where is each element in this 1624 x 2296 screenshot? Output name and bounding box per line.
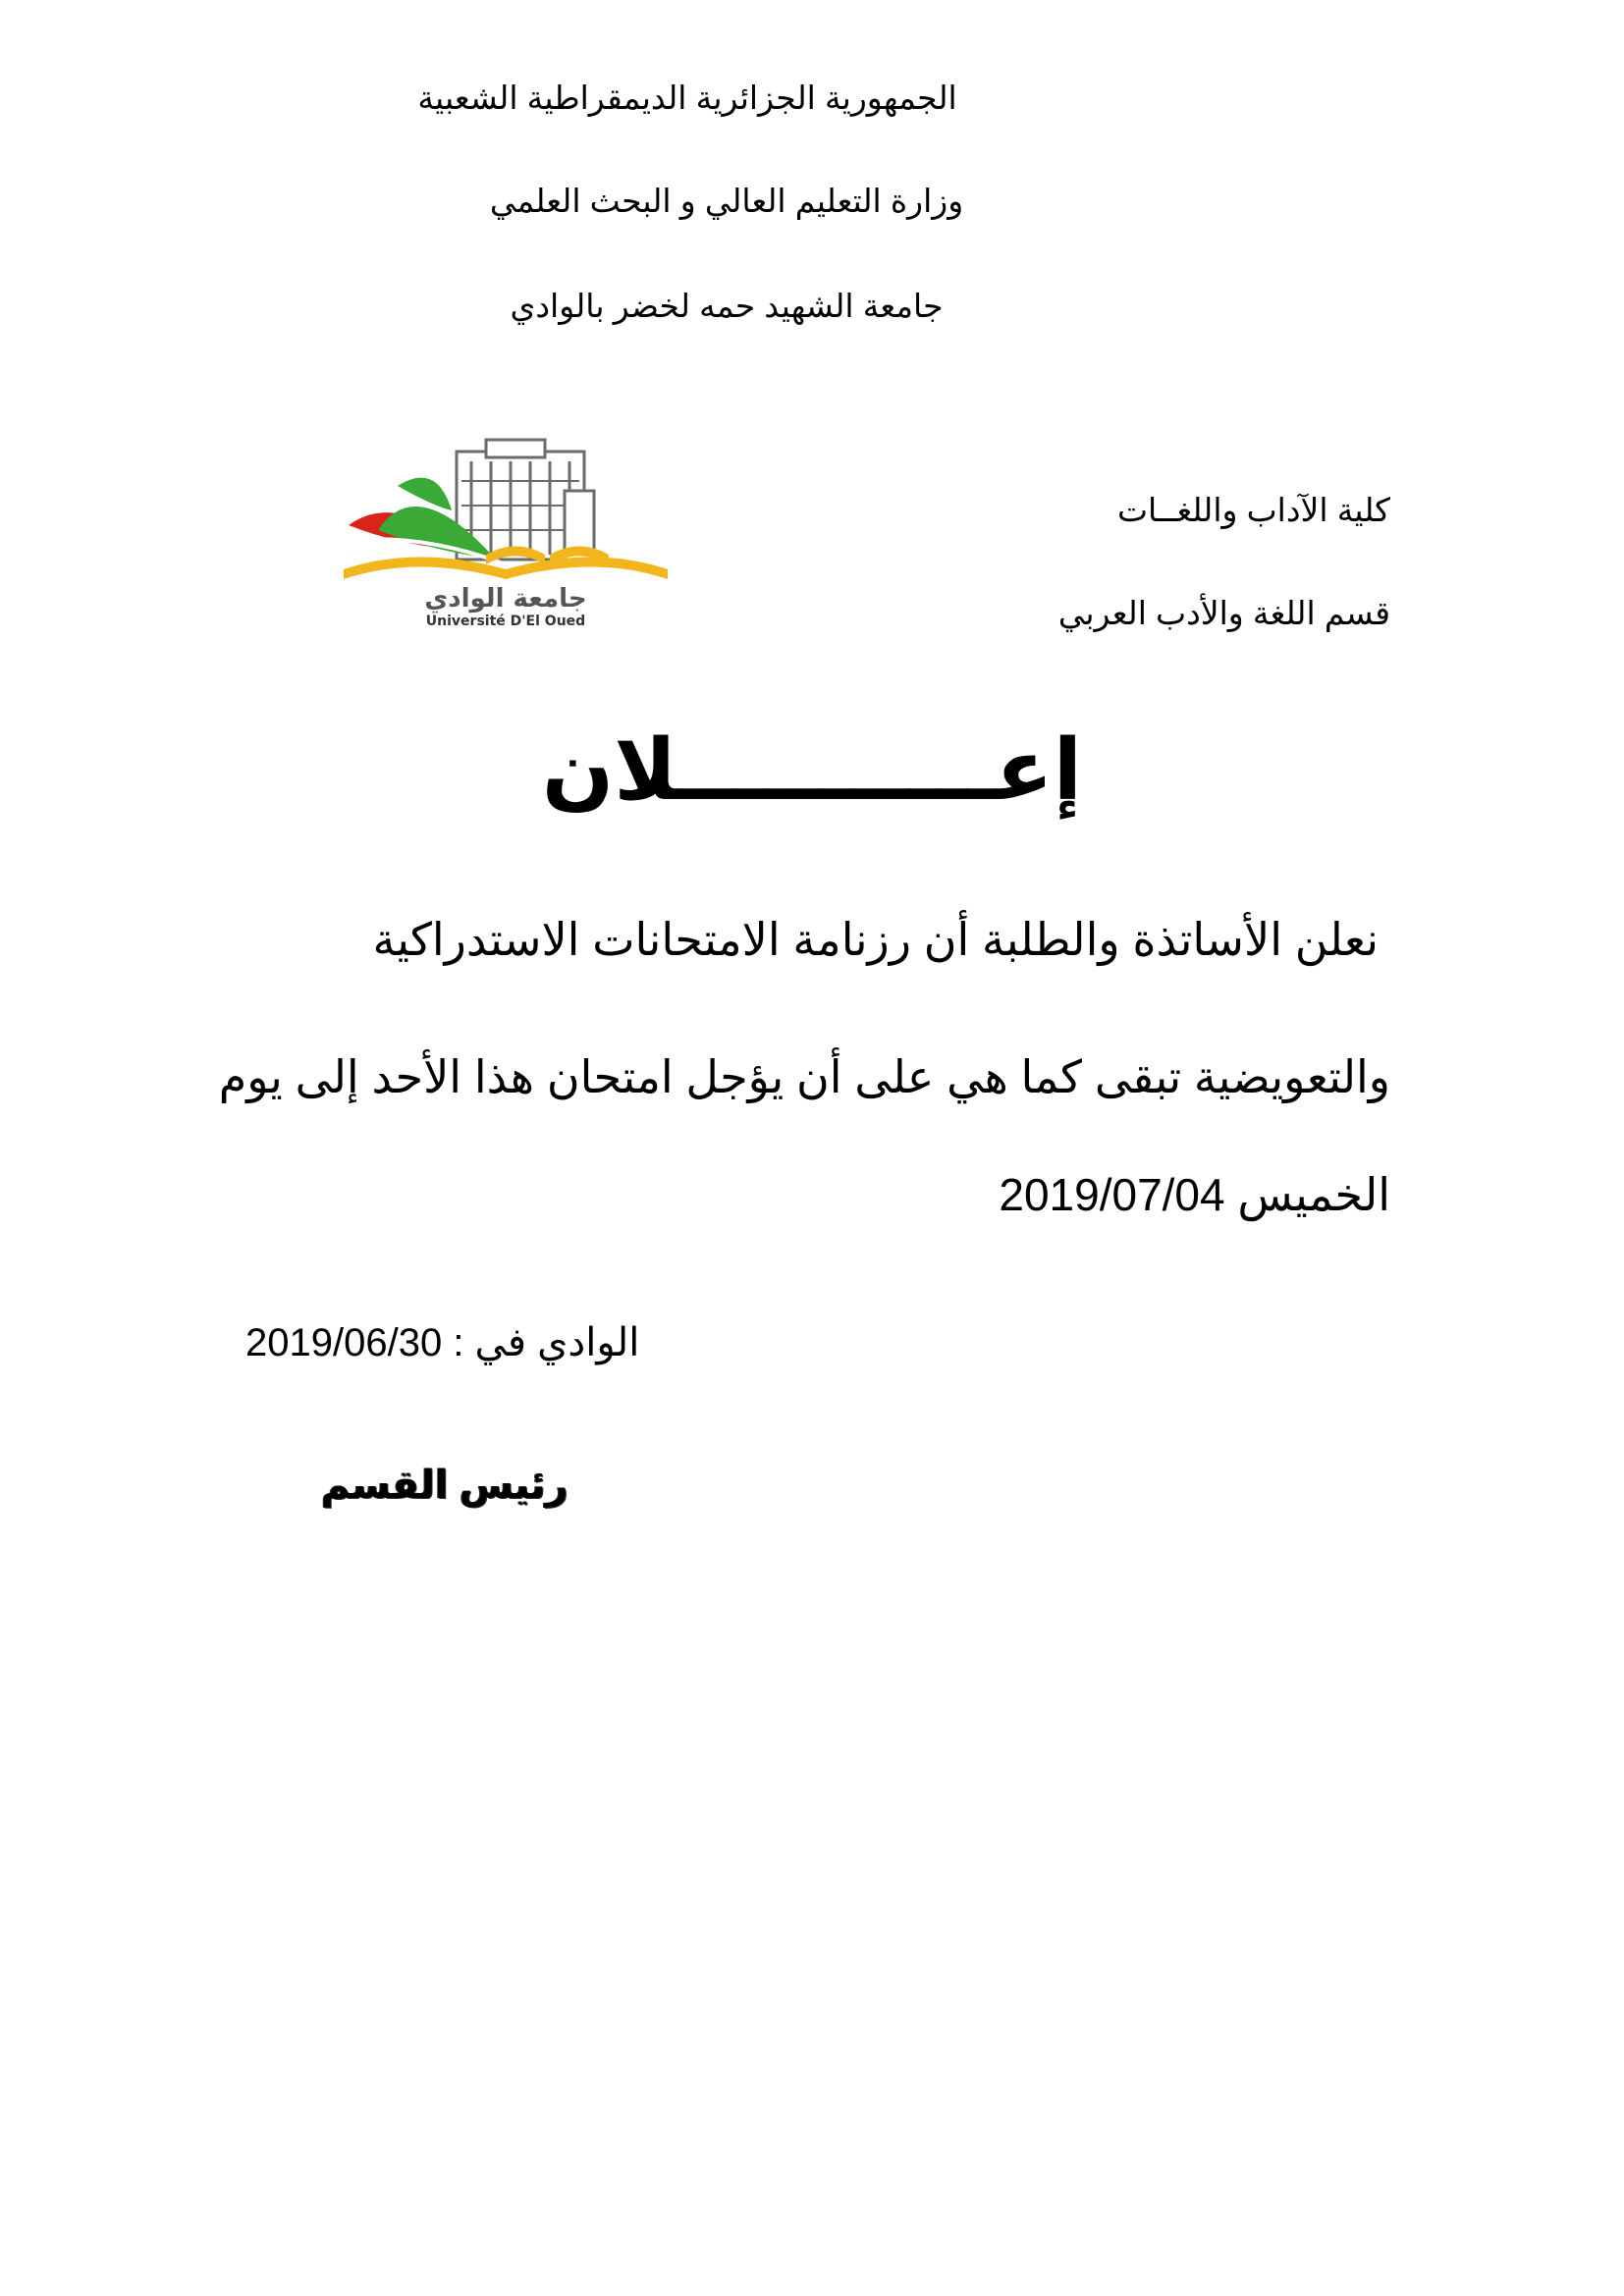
signature-title: رئيس القسم (321, 1464, 568, 1507)
announcement-line-3: الخميس 2019/07/04 (999, 1169, 1390, 1220)
logo-latin-text: Université D'El Oued (425, 614, 586, 628)
university-logo (339, 432, 673, 628)
faculty-name: كلية الآداب واللغــات (1116, 492, 1390, 528)
announcement-line-1: نعلن الأساتذة والطلبة أن رزنامة الامتحانات الاستدراكية (372, 914, 1379, 965)
header-republic: الجمهورية الجزائرية الديمقراطية الشعبية (417, 80, 957, 116)
page-title: إعـــــــــــلان (541, 723, 1083, 818)
logo-arabic-text: جامعة الوادي (424, 584, 587, 614)
announcement-line-2: والتعويضية تبقى كما هي على أن يؤجل امتحان هذا الأحد إلى يوم (218, 1051, 1390, 1102)
header-university: جامعة الشهيد حمه لخضر بالوادي (510, 288, 944, 324)
header-ministry: وزارة التعليم العالي و البحث العلمي (489, 183, 964, 219)
place-and-date: الوادي في : 2019/06/30 (245, 1321, 640, 1364)
department-name: قسم اللغة والأدب العربي (1057, 595, 1390, 631)
